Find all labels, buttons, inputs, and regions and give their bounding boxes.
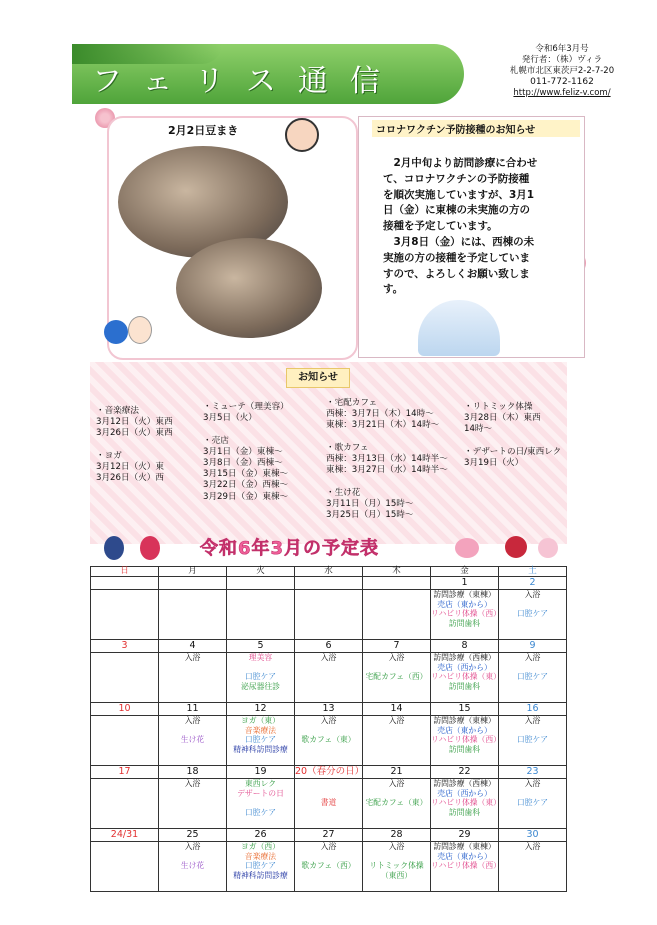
vaccine-line: 日（金）に東棟の未実施の方の: [383, 204, 530, 217]
vaccine-notice-title: コロナワクチン予防接種のお知らせ: [372, 120, 580, 137]
notice-label: お知らせ: [286, 368, 350, 388]
calendar-date: 15: [431, 703, 499, 716]
calendar-day-events: [227, 653, 295, 703]
vaccine-line: て、コロナワクチンの予防接種: [383, 172, 530, 185]
calendar-event: 入浴: [388, 842, 405, 851]
calendar-event: 精神科訪問診療: [233, 870, 288, 880]
calendar-event: 口腔ケア: [244, 672, 277, 681]
calendar-event: ヨガ（東）: [241, 716, 280, 725]
calendar-date: 29: [431, 829, 499, 842]
calendar-event: 入浴: [388, 779, 405, 788]
calendar-day-events: [295, 779, 363, 829]
calendar-event: [499, 789, 566, 799]
calendar-event: 口腔ケア: [244, 861, 277, 870]
calendar-date: 13: [295, 703, 363, 716]
calendar-date: [91, 577, 159, 590]
newsletter-title: フェリス通信: [92, 64, 402, 99]
calendar-day-events: [159, 779, 227, 829]
calendar-day-events: [159, 653, 227, 703]
calendar-date: 9: [499, 640, 567, 653]
calendar-event: リハビリ体操（西）: [431, 861, 501, 870]
calendar-event: 売店（東から）: [437, 851, 492, 861]
weekday-header: 月: [159, 567, 227, 577]
calendar-event: 泌尿器往診: [241, 681, 280, 691]
calendar-event: 口腔ケア: [244, 735, 277, 744]
calendar-day-events: [499, 716, 567, 766]
calendar-event: 精神科訪問診療: [233, 744, 288, 754]
calendar-day-events: [363, 842, 431, 892]
publisher-url[interactable]: http://www.feliz-v.com/: [513, 88, 611, 98]
calendar-event: 入浴: [184, 716, 201, 725]
vaccine-line: 接種を予定しています。: [383, 220, 498, 233]
notice-col-beauty-shop: ・ミューテ（理美容） 3月5日（火） ・売店 3月1日（金）東棟～ 3月8日（金）西棟～ 3月15日（金）東棟～ 3月22日（金）西棟～ 3月29日（金）東棟～: [203, 402, 289, 502]
calendar-day-events: [159, 590, 227, 640]
calendar-day-events: [431, 842, 499, 892]
calendar-event: [499, 726, 566, 736]
calendar-table: [90, 566, 567, 892]
calendar-event: 入浴: [524, 590, 541, 599]
calendar-date: 16: [499, 703, 567, 716]
calendar-event: 訪問歯科: [448, 744, 481, 754]
calendar-day-events: [227, 590, 295, 640]
calendar-day-events: [227, 716, 295, 766]
calendar-event: 入浴: [524, 653, 541, 662]
vaccine-line: す。: [383, 283, 404, 296]
calendar-event: 口腔ケア: [516, 798, 549, 807]
calendar-event: 入浴: [320, 842, 337, 851]
calendar-event: [499, 600, 566, 610]
calendar-day-events: [295, 653, 363, 703]
calendar-event: [363, 789, 430, 799]
calendar-event: 訪問歯科: [448, 681, 481, 691]
weekday-header: 木: [363, 567, 431, 577]
calendar-event: 口腔ケア: [516, 672, 549, 681]
calendar-day-events: [295, 590, 363, 640]
calendar-event: [499, 663, 566, 673]
calendar-event: デザートの日: [237, 788, 284, 798]
otafuku-icon: [128, 316, 152, 344]
calendar-day-events: [227, 842, 295, 892]
calendar-date: 17: [91, 766, 159, 779]
calendar-date: 10: [91, 703, 159, 716]
bean-event-title: 2月2日豆まき: [168, 124, 239, 137]
calendar-event: 訪問歯科: [448, 807, 481, 817]
calendar-event: [295, 726, 362, 736]
calendar-date: 28: [363, 829, 431, 842]
calendar-day-events: [227, 779, 295, 829]
calendar-date: 18: [159, 766, 227, 779]
vaccine-line: 3月8日（金）には、西棟の未: [383, 235, 535, 248]
publisher-info: [472, 44, 652, 99]
weekday-header: 水: [295, 567, 363, 577]
calendar-day-events: [499, 779, 567, 829]
calendar-event: 売店（西から）: [437, 788, 492, 798]
calendar-day-events: [431, 716, 499, 766]
vaccine-line: を順次実施していますが、3月1: [383, 188, 535, 201]
hina-doll-icon: [104, 536, 124, 560]
calendar-date: 30: [499, 829, 567, 842]
bean-event-photo-2: [176, 238, 322, 338]
calendar-event: リハビリ体操（西）: [431, 609, 501, 618]
calendar-date: 23: [499, 766, 567, 779]
calendar-day-events: [91, 779, 159, 829]
calendar-event: 入浴: [184, 653, 201, 662]
calendar-event: 入浴: [184, 842, 201, 851]
weekday-header: 土: [499, 567, 567, 577]
calendar-event: リハビリ体操（西）: [431, 735, 501, 744]
calendar-event: [295, 779, 362, 789]
calendar-event: 訪問診療（東棟）: [433, 590, 496, 599]
calendar-event: 入浴: [320, 653, 337, 662]
calendar-event: [363, 852, 430, 862]
calendar-date: [227, 577, 295, 590]
calendar-event: 訪問歯科: [448, 618, 481, 628]
calendar-date: 2: [499, 577, 567, 590]
calendar-event: 入浴: [524, 842, 541, 851]
calendar-day-events: [91, 842, 159, 892]
calendar-event: [295, 852, 362, 862]
calendar-day-events: [295, 716, 363, 766]
calendar-date: 25: [159, 829, 227, 842]
calendar-day-events: [159, 842, 227, 892]
calendar-date: [295, 577, 363, 590]
hishimochi-icon: [455, 538, 479, 558]
publisher-name: 発行者：（株）ヴィラ: [521, 55, 603, 65]
calendar-event: 入浴: [320, 716, 337, 725]
calendar-day-events: [431, 653, 499, 703]
calendar-day-events: [295, 842, 363, 892]
calendar-date: 8: [431, 640, 499, 653]
calendar-event: [227, 663, 294, 673]
calendar-event: [159, 726, 226, 736]
calendar-event: 口腔ケア: [516, 735, 549, 744]
notice-col-music-yoga: ・音楽療法 3月12日（火）東西 3月26日（火）東西 ・ヨガ 3月12日（火）東 3月26日（火）西: [96, 406, 173, 484]
calendar-day-events: [499, 590, 567, 640]
calendar-day-events: [499, 653, 567, 703]
calendar-event: 訪問診療（東棟）: [433, 716, 496, 725]
calendar-event: 宅配カフェ（東）: [365, 798, 428, 807]
calendar-event: リハビリ体操（東）: [431, 798, 501, 807]
calendar-event: 音楽療法: [244, 851, 277, 861]
issue-label: 令和6年3月号: [535, 44, 589, 54]
calendar-day-events: [363, 716, 431, 766]
calendar-event: 訪問診療（西棟）: [433, 779, 496, 788]
mochi-icon: [538, 538, 558, 558]
calendar-event: [159, 852, 226, 862]
publisher-phone: 011-772-1162: [530, 77, 594, 87]
calendar-event: 売店（東から）: [437, 599, 492, 609]
calendar-event: [295, 789, 362, 799]
calendar-day-events: [91, 653, 159, 703]
calendar-date: 1: [431, 577, 499, 590]
calendar-event: 書道: [320, 798, 337, 807]
notice-col-rhythmic-dessert: ・リトミック体操 3月28日（木）東西 14時～ ・デザートの日/東西レク 3月19日（火）: [464, 402, 562, 469]
calendar-event: [227, 798, 294, 808]
calendar-day-events: [431, 590, 499, 640]
calendar-event: ヨガ（西）: [241, 842, 280, 851]
calendar-event: 理美容: [248, 653, 273, 662]
calendar-event: 売店（東から）: [437, 725, 492, 735]
calendar-event: 生け花: [180, 861, 205, 870]
calendar-event: 入浴: [184, 779, 201, 788]
calendar-date: 12: [227, 703, 295, 716]
calendar-event: 口腔ケア: [516, 609, 549, 618]
calendar-date: 27: [295, 829, 363, 842]
calendar-event: （東西）: [380, 870, 413, 880]
calendar-day-events: [431, 779, 499, 829]
vaccine-line: すので、よろしくお願い致しま: [383, 267, 530, 280]
calendar-event: 口腔ケア: [244, 807, 277, 817]
calendar-event: 訪問診療（東棟）: [433, 842, 496, 851]
calendar-date: 5: [227, 640, 295, 653]
calendar-date: 24/31: [91, 829, 159, 842]
calendar-event: リトミック体操: [369, 861, 424, 870]
calendar-date: 4: [159, 640, 227, 653]
calendar-day-events: [91, 716, 159, 766]
calendar-day-events: [363, 779, 431, 829]
calendar-event: 歌カフェ（西）: [301, 861, 356, 870]
weekday-header: 火: [227, 567, 295, 577]
teapot-icon: [505, 536, 527, 558]
calendar-event: 訪問診療（西棟）: [433, 653, 496, 662]
calendar-event: 生け花: [180, 735, 205, 744]
calendar-event: [363, 663, 430, 673]
calendar-date: 21: [363, 766, 431, 779]
calendar-event: 入浴: [388, 716, 405, 725]
calendar-event: 宅配カフェ（西）: [365, 672, 428, 681]
calendar-event: 売店（西から）: [437, 662, 492, 672]
calendar-date: 3: [91, 640, 159, 653]
calendar-date: [363, 577, 431, 590]
vaccine-notice-body: [383, 156, 575, 298]
calendar-event: 入浴: [524, 779, 541, 788]
calendar-day-events: [363, 653, 431, 703]
publisher-address: 札幌市北区東茨戸2-2-7-20: [509, 66, 615, 76]
calendar-date: 22: [431, 766, 499, 779]
calendar-date: 11: [159, 703, 227, 716]
calendar-date: 20（春分の日）: [295, 766, 365, 777]
calendar-event: 入浴: [524, 716, 541, 725]
calendar-day-events: [91, 590, 159, 640]
calendar-date: 26: [227, 829, 295, 842]
weekday-header: 日: [91, 567, 159, 577]
calendar-title: 令和6年3月の予定表: [200, 538, 380, 559]
calendar-date: 6: [295, 640, 363, 653]
calendar-date: 7: [363, 640, 431, 653]
weekday-header: 金: [431, 567, 499, 577]
vaccine-line: 実施の方の接種を予定していま: [383, 251, 530, 264]
calendar-event: リハビリ体操（東）: [431, 672, 501, 681]
oni-mask-icon: [285, 118, 319, 152]
blue-oni-icon: [104, 320, 128, 344]
vaccine-line: 2月中旬より訪問診療に合わせ: [383, 157, 538, 169]
calendar-day-events: [159, 716, 227, 766]
calendar-event: 東西レク: [244, 779, 277, 788]
calendar-event: 入浴: [388, 653, 405, 662]
calendar-event: 歌カフェ（東）: [301, 735, 356, 744]
notice-col-cafe-flower: ・宅配カフェ 西棟：3月7日（木）14時～ 東棟：3月21日（木）14時～ ・歌カフェ 西棟：3月13日（水）14時半～ 東棟：3月27日（水）14時半～ ・生け花 3月11日（月）15時～ 3月25日（月）15時～: [326, 398, 448, 521]
calendar-day-events: [499, 842, 567, 892]
hina-doll-icon: [140, 536, 160, 560]
calendar-event: 音楽療法: [244, 725, 277, 735]
calendar-date: 19: [227, 766, 295, 779]
calendar-date: [159, 577, 227, 590]
calendar-date: 14: [363, 703, 431, 716]
calendar-day-events: [363, 590, 431, 640]
